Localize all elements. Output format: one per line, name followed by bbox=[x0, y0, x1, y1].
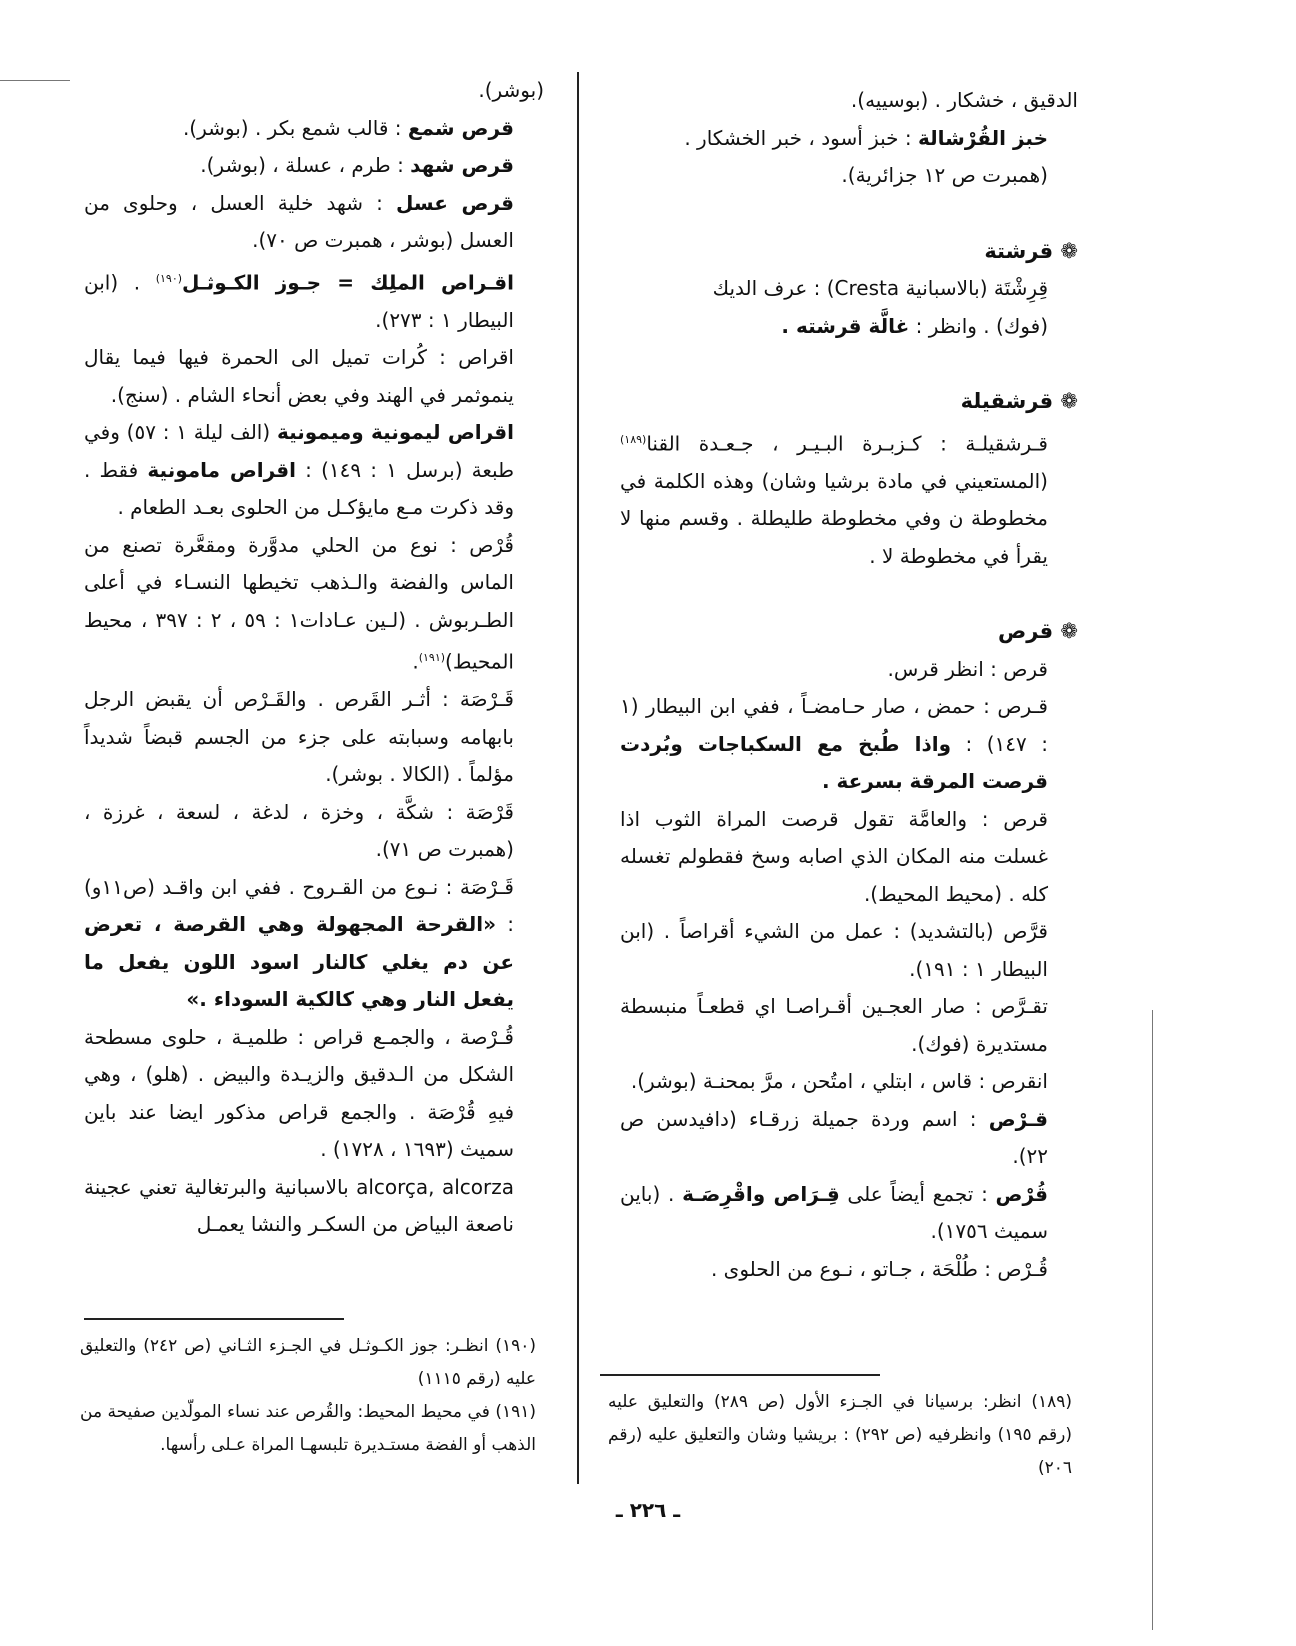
entry-text: فقط . وقد ذكرت مـع مايؤكـل من الحلوى بعـد الطعام . bbox=[84, 457, 514, 520]
entry-definition: : شهد خلية العسل ، وحلوى من العسل (بوشر ، همبرت ص ٧٠). bbox=[84, 190, 514, 252]
entry-term: اقراص مامونية bbox=[147, 457, 296, 482]
entry-text: تقـرَّص : صار العجـين أقـراصـا اي قطعـاً منبسطة مستديرة (فوك). bbox=[620, 994, 1048, 1056]
entry bbox=[84, 527, 544, 682]
entry-text: قـرشقيلـة : كـزبـرة البـيـر ، جـعـدة القنا bbox=[646, 431, 1048, 456]
entry-definition: : قالب شمع بكر . (بوشر). bbox=[182, 115, 408, 140]
entry-text: . (ابن البيطار ١ : ٢٧٣). bbox=[84, 270, 514, 332]
entry bbox=[620, 270, 1078, 308]
latin-term: Cresta bbox=[834, 276, 900, 300]
entry-text: انقرص : قاس ، ابتلي ، امتُحن ، مرَّ بمحنـة (بوشر). bbox=[630, 1069, 1048, 1094]
entry-term: خبز القُرْشالة bbox=[918, 125, 1048, 150]
entry bbox=[620, 421, 1078, 576]
section-heading-qirishta: ❁ قرشتة bbox=[984, 238, 1078, 263]
entry bbox=[84, 110, 544, 148]
entry-definition: : اسم وردة جميلة زرقـاء (دافيدسن ص ٢٢). bbox=[620, 1106, 1048, 1169]
entry-text: ) : عرف الديك bbox=[712, 276, 835, 300]
entry-text: (همبرت ص ١٢ جزائرية). bbox=[841, 163, 1048, 187]
quotation: «القرحة المجهولة وهي القرصة ، تعرض عن دم يغلي كالنار اسود اللون يفعل ما يفعل النار وهي كالكية السوداء .» bbox=[84, 912, 514, 1012]
entry-term: قُرْص bbox=[995, 1181, 1048, 1206]
footnote-rule bbox=[600, 1374, 880, 1376]
entry-term: قـرْص bbox=[988, 1106, 1048, 1131]
entry-text: قرَّص (بالتشديد) : عمل من الشيء أقراصاً . (ابن البيطار ١ : ١٩١). bbox=[620, 919, 1048, 981]
scan-artifact-line bbox=[0, 80, 70, 81]
entry bbox=[620, 120, 1078, 158]
footnote: (١٩١) في محيط المحيط: والقُرص عند نساء المولّدين صفيحة من الذهب أو الفضة مستـديرة تلبسهـا المراة عـلى رأسها. bbox=[80, 1402, 536, 1455]
entry-text: قِرِشْتَة (بالاسبانية bbox=[899, 276, 1048, 300]
footnote: (١٩٠) انظـر: جوز الكـوثـل في الجـزء الثـاني (ص ٢٤٢) والتعليق عليه (رقم ١١١٥) bbox=[80, 1336, 536, 1389]
entry-term: قرص شهد bbox=[410, 153, 514, 177]
footnote-marker: (١٩٠) bbox=[155, 271, 183, 285]
entry bbox=[84, 185, 544, 260]
footnote-marker: (١٨٩) bbox=[620, 432, 647, 446]
entry-text: قُـرْص : طُلْحَة ، جـاتو ، نـوع من الحلوى . bbox=[710, 1256, 1048, 1281]
entry-term: اقراص ليمونية وميمونية bbox=[276, 420, 514, 445]
entry-term: قرص شمع bbox=[407, 115, 514, 140]
entry-text: (الف ليلة ١ : ٥٧) وفي طبعة (برسل ١ : ١٤٩) : bbox=[84, 420, 515, 482]
entry-text: (بوشر). bbox=[478, 78, 544, 102]
left-column bbox=[84, 72, 544, 1244]
column-divider bbox=[577, 72, 579, 1484]
entry bbox=[620, 1101, 1078, 1176]
entry-text: قُرْص : نوع من الحلي مدوَّرة ومقعَّرة تصنع من الماس والفضة والـذهب تخيطها النسـاء في أعلى الطـربوش . (لـين عـادات١ : ٥٩ ، ٢ : ٣٩٧ ، محيط المحيط) bbox=[84, 532, 515, 674]
entry-text: الدقيق ، خشكار . (بوسييه). bbox=[850, 88, 1078, 112]
entry bbox=[84, 260, 544, 340]
entry-text: . (باين سميث ١٧٥٦). bbox=[620, 1181, 1048, 1244]
entry-text: قرص : والعامَّة تقول قرصت المراة الثوب اذا غسلت منه المكان الذي اصابه وسخ فقطولم تغسله كله . (محيط المحيط). bbox=[620, 806, 1048, 906]
entry-term: قرص عسل bbox=[395, 190, 514, 215]
page-number: ـ ٢٢٦ ـ bbox=[615, 1498, 681, 1522]
plural-forms: قِـرَاص واقْرِصَـة bbox=[682, 1181, 840, 1206]
entry bbox=[84, 1169, 544, 1244]
footnote-marker: (١٩١) bbox=[418, 651, 446, 665]
entry bbox=[84, 414, 544, 527]
entry-text: : تجمع أيضاً على bbox=[839, 1181, 996, 1206]
entry-text: (فوك) . وانظر : bbox=[909, 313, 1048, 338]
entry bbox=[620, 1176, 1078, 1251]
footnotes-left bbox=[80, 1330, 536, 1462]
entry-text: (المستعيني في مادة برشيا وشان) وهذه الكلمة في مخطوطة ن وفي مخطوطة طليطلة . وقسم منها لا يقرأ في مخطوطة لا . bbox=[620, 468, 1048, 568]
entry-definition: : طرم ، عسلة ، (بوشر). bbox=[200, 153, 411, 177]
footnote: (١٨٩) انظر: برسيانا في الجـزء الأول (ص ٢٨٩) والتعليق عليه (رقم ١٩٥) وانظرفيه (ص ٢٩٢) : بريشيا وشان والتعليق عليه (رقم ٢٠٦) bbox=[608, 1392, 1072, 1478]
entry-text: . bbox=[412, 649, 419, 674]
entry-text: قَـرْصَة : نـوع من القـروح . ففي ابن واقـد (ص١١و) : bbox=[84, 874, 514, 937]
footnote-rule bbox=[84, 1318, 344, 1320]
entry-text: بالاسبانية والبرتغالية تعني عجينة ناصعة البياض من السكـر والنشا يعمـل bbox=[84, 1174, 514, 1237]
entry-text: قرص : انظر قرس. bbox=[887, 656, 1048, 681]
entry bbox=[84, 147, 544, 185]
section-heading-qurshaqila: ❁ قرشقيلة bbox=[960, 389, 1078, 413]
entry-definition: : خبز أسود ، خبر الخشكار . bbox=[684, 125, 918, 150]
entry-text: قَـرْصَة : أثـر القَرص . والقَـرْص أن يقبض الرجل بابهامه وسبابته على جزء من الجسم قبضاً شديداً مؤلماً . (الكالا . بوشر). bbox=[84, 687, 514, 787]
entry bbox=[620, 688, 1078, 801]
entry-term: اقـراص الملِك = جـوز الكـوثـل bbox=[182, 270, 514, 295]
footnotes-right bbox=[608, 1386, 1072, 1485]
right-column bbox=[620, 82, 1078, 1288]
entry bbox=[620, 308, 1078, 346]
entry-text: اقراص : كُرات تميل الى الحمرة فيها فيما يقال ينموثمر في الهند وفي بعض أنحاء الشام . (سنج). bbox=[84, 345, 514, 407]
entry bbox=[84, 869, 544, 1019]
entry-text: قُـرْصة ، والجمـع قراص : طلميـة ، حلوى مسطحة الشكل من الـدقيق والزيـدة والبيض . (هلو) ، وهي فيهِ قُرْصَة . والجمع قراص مذكور ايضا عند باين سميث (١٦٩٣ ، ١٧٢٨) . bbox=[84, 1024, 514, 1162]
latin-term: alcorça, alcorza bbox=[356, 1174, 514, 1199]
scan-artifact-line bbox=[1152, 1010, 1153, 1630]
quotation: واذا طُبخ مع السكباجات وبُردت قرصت المرقة بسرعة . bbox=[620, 731, 1048, 794]
entry-text: قَرْصَة : شكَّة ، وخزة ، لدغة ، لسعة ، غرزة ، (همبرت ص ٧١). bbox=[84, 799, 514, 862]
entry-text: قـرص : حمض ، صار حـامضـاً ، ففي ابن البيطار (١ : ١٤٧) : bbox=[620, 694, 1048, 756]
cross-reference: غالَّة قرشته . bbox=[781, 313, 910, 338]
section-heading-qurs: ❁ قرص bbox=[998, 619, 1078, 644]
